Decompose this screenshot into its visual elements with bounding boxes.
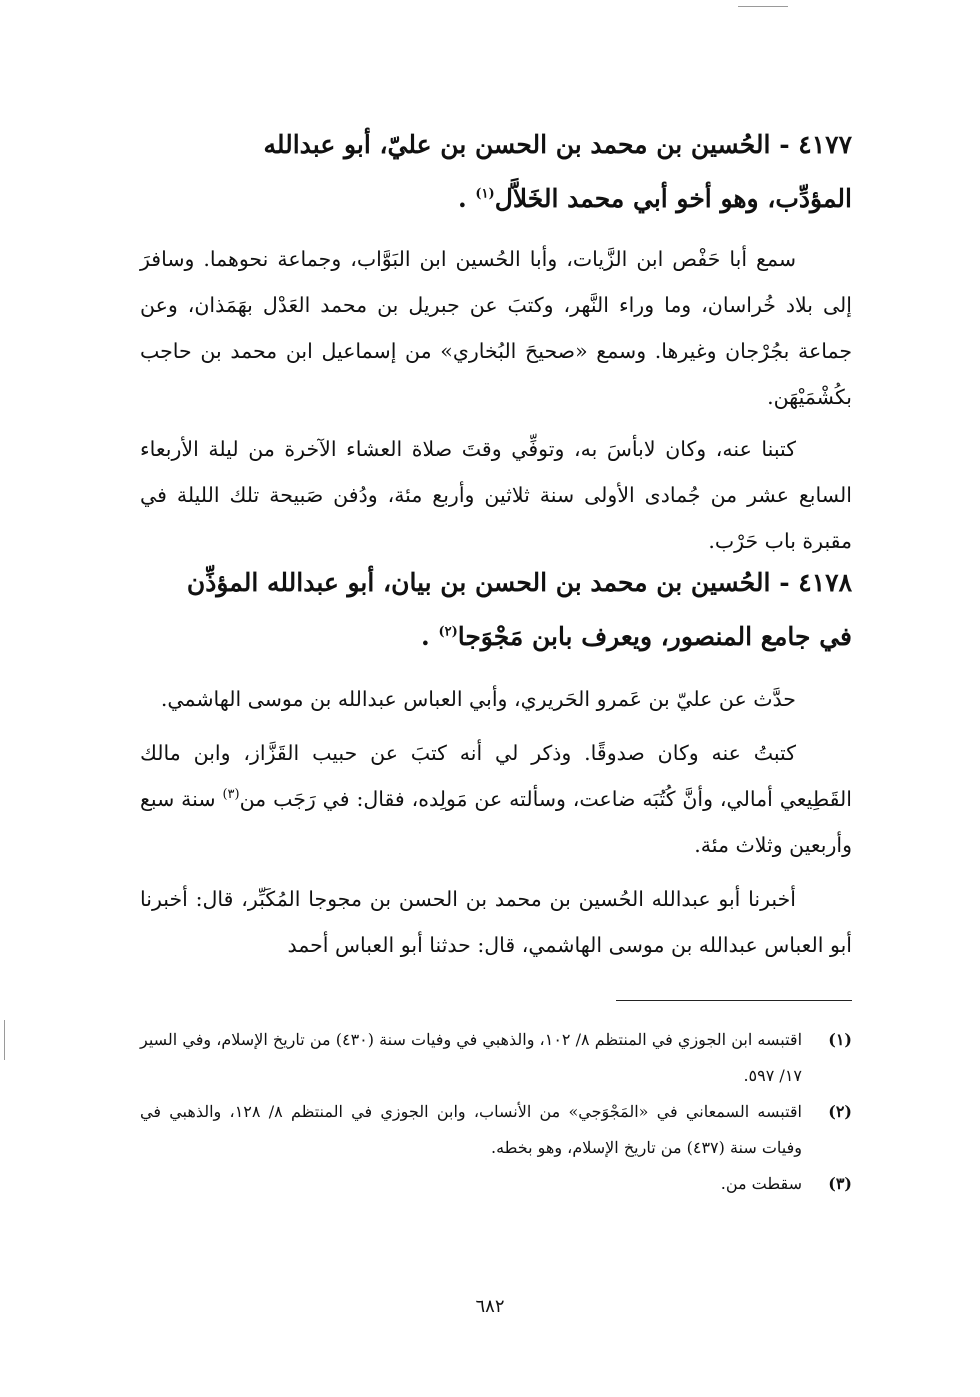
footnote-ref[interactable]: (٢) <box>438 624 458 640</box>
paragraph: أخبرنا أبو عبدالله الحُسين بن محمد بن الحسن بن مجوجا المُكَبِّر، قال: أخبرنا أبو العباس عبدالله بن موسى الهاشمي، قال: حدثنا أبو العباس أحمد <box>140 887 852 957</box>
page-number: ٦٨٢ <box>475 1296 505 1317</box>
entry-4178-body <box>140 676 852 968</box>
paragraph <box>140 730 852 868</box>
paragraph: سمع أبا حَفْص ابن الزَّيات، وأبا الحُسين ابن البَوَّاب، وجماعة نحوهما. وسافرَ إلى بلاد خُراسان، وما وراء النَّهر، وكتبَ عن جبريل بن محمد العَدْل بهَمَذان، وعن جماعة بجُرْجان وغيرها. وسمع «صحيحَ البُخاري» من إسماعيل ابن محمد بن حاجب بكُشْمَيْهَن. <box>140 247 852 409</box>
entry-title-line <box>140 610 852 664</box>
footnotes <box>140 1022 852 1202</box>
paragraph-text: كتبتُ عنه وكان صدوقًا. وذكر لي أنه كتبَ عن حبيب القَزَّاز، وابن مالك القَطِيعي أمالي، وأنَّ كُتُبَه ضاعت، وسألته عن مَولِده، فقال: في رَجَب من <box>140 741 852 811</box>
entry-title-text: المؤدِّب، وهو أخو أبي محمد الخَلاَّل <box>494 184 852 213</box>
entry-title-line: ٤١٧٧ - الحُسين بن محمد بن الحسن بن عليّ، أبو عبدالله <box>263 130 852 159</box>
footnote-number: (٢) <box>828 1102 852 1121</box>
entry-title-end: . <box>421 622 439 651</box>
paragraph: حدَّث عن عليّ بن عَمرو الحَريري، وأبي العباس عبدالله بن موسى الهاشمي. <box>160 687 796 711</box>
footnote <box>140 1166 852 1202</box>
scan-artifact <box>4 1020 5 1060</box>
footnote-number: (١) <box>828 1030 852 1049</box>
footnote-ref[interactable]: (٣) <box>222 787 240 803</box>
paragraph-text: سنة سبع وأربعين وثلاث مئة. <box>140 787 852 857</box>
footnote-ref[interactable]: (١) <box>475 186 495 202</box>
footnote-text: اقتبسه السمعاني في «المَجْوَجي» من الأنساب، وابن الجوزي في المنتظم ٨/ ١٢٨، والذهبي في وفيات سنة (٤٣٧) من تاريخ الإسلام، وهو بخطه. <box>140 1102 802 1157</box>
scan-artifact <box>738 6 788 7</box>
footnote <box>140 1094 852 1166</box>
entry-title <box>140 556 852 664</box>
footnote-text: سقطت من. <box>720 1174 802 1193</box>
paragraph: كتبنا عنه، وكان لابأسَ به، وتوفِّي وقتَ صلاة العشاء الآخرة من ليلة الأربعاء السابع عشر من جُمادى الأولى سنة ثلاثين وأربع مئة، ودُفن صَبيحة تلك الليلة في مقبرة باب حَرْب. <box>140 437 852 553</box>
entry-title-end: . <box>457 184 476 213</box>
footnote <box>140 1022 852 1094</box>
footnote-divider <box>616 1000 852 1001</box>
footnote-number: (٣) <box>828 1174 852 1193</box>
entry-title-line <box>140 172 852 226</box>
entry-4178 <box>140 556 852 664</box>
entry-title-line: ٤١٧٨ - الحُسين بن محمد بن الحسن بن بيان، أبو عبدالله المؤذِّن <box>186 568 852 597</box>
entry-title <box>140 118 852 226</box>
entry-title-text: في جامع المنصور، ويعرف بابن مَجْوَجا <box>457 622 852 651</box>
entry-4177-body <box>140 236 852 564</box>
footnote-text: اقتبسه ابن الجوزي في المنتظم ٨/ ١٠٢، والذهبي في وفيات سنة (٤٣٠) من تاريخ الإسلام، وفي السير ١٧/ ٥٩٧. <box>140 1030 803 1085</box>
entry-4177 <box>140 118 852 226</box>
